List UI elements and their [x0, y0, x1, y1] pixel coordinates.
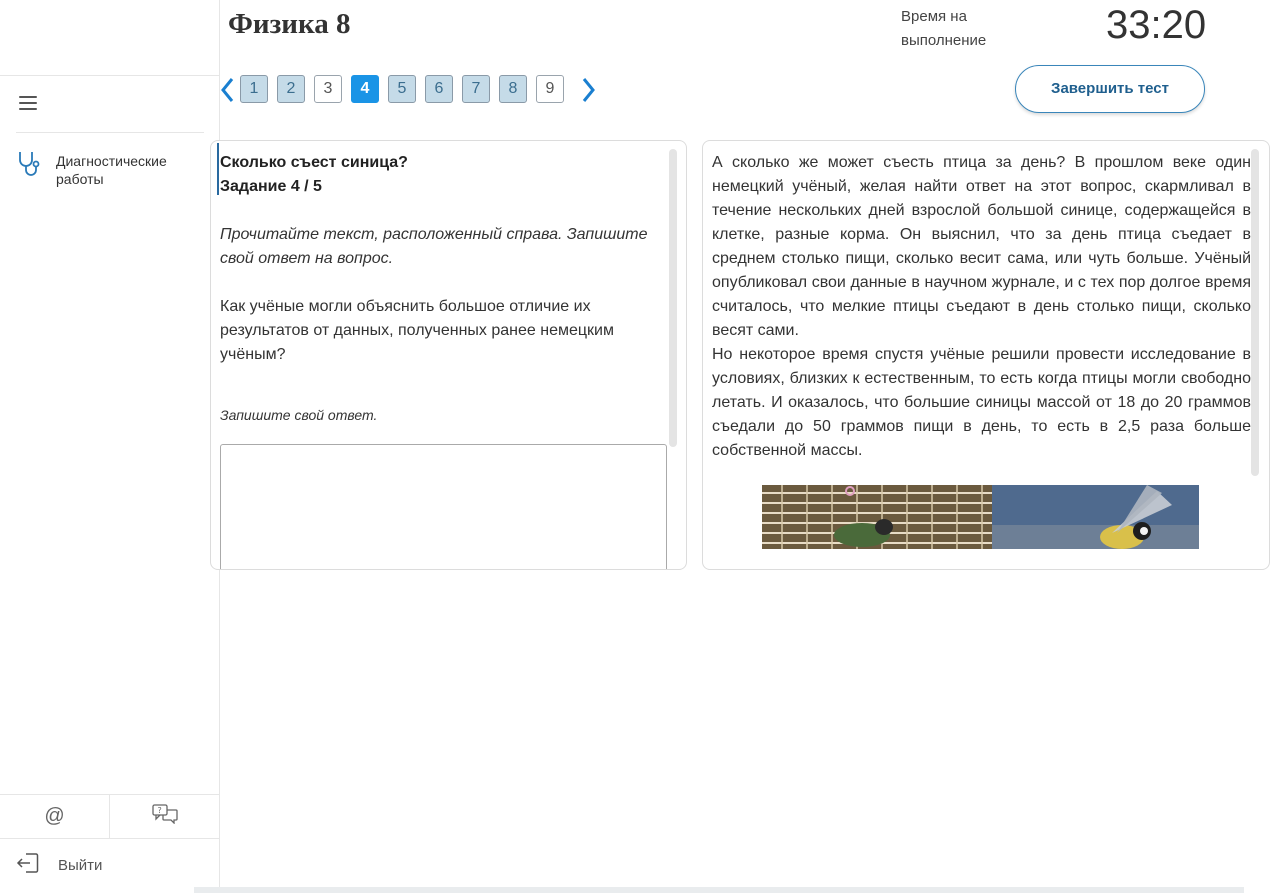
- page-button-2[interactable]: 2: [277, 75, 305, 103]
- sidebar-divider: [0, 75, 219, 76]
- countdown-timer: 33:20: [1106, 3, 1207, 47]
- answer-hint: Запишите свой ответ.: [220, 407, 378, 423]
- page-button-8[interactable]: 8: [499, 75, 527, 103]
- chevron-right-icon[interactable]: [578, 76, 598, 104]
- page-button-1[interactable]: 1: [240, 75, 268, 103]
- answer-field[interactable]: [220, 444, 667, 570]
- reading-text: [712, 151, 1251, 463]
- at-icon: @: [44, 805, 65, 827]
- logout-label: Выйти: [58, 856, 103, 874]
- svg-text:?: ?: [157, 806, 162, 815]
- page-button-6[interactable]: 6: [425, 75, 453, 103]
- reading-paragraph: А сколько же может съесть птица за день? В прошлом веке один немецкий учёный, желая найти ответ на этот вопрос, скармливал в течение нескольких дней взрослой большой синице, содержащейся в клетке, разные корма. Он выяснил, что за день птица съедает в среднем столько пищи, сколько весит сама, или чуть больше. Учёный опубликовал свои данные в научном журнале, и с тех пор долгое время считалось, что мелкие птицы съедают в день столько пищи, сколько весят сами.: [712, 154, 1251, 339]
- page-title: Физика 8: [228, 8, 351, 40]
- question-title: Сколько съест синица?: [220, 154, 408, 171]
- reading-scrollbar[interactable]: [1251, 149, 1259, 476]
- contact-button[interactable]: [0, 795, 110, 838]
- sidebar-item-label: Диагностические работы: [56, 153, 167, 187]
- help-chat-icon: [152, 804, 178, 829]
- sidebar-bottom-bar: [0, 794, 219, 839]
- logout-button[interactable]: [16, 852, 102, 878]
- time-label: Время на выполнение: [901, 8, 987, 49]
- question-panel: [210, 140, 687, 570]
- sidebar: [0, 0, 220, 893]
- question-text: Как учёные могли объяснить большое отличие их результатов от данных, полученных ранее немецким учёным?: [220, 298, 614, 363]
- question-scrollbar[interactable]: [669, 149, 677, 447]
- page-button-3[interactable]: 3: [314, 75, 342, 103]
- hamburger-icon[interactable]: [19, 96, 37, 112]
- chevron-left-icon[interactable]: [218, 76, 238, 104]
- page-button-4[interactable]: 4: [351, 75, 379, 103]
- logout-icon: [16, 852, 40, 879]
- page-button-5[interactable]: 5: [388, 75, 416, 103]
- reading-panel: [702, 140, 1270, 570]
- horizontal-scrollbar[interactable]: [194, 887, 1244, 893]
- sidebar-item-diagnostics[interactable]: [16, 150, 206, 190]
- bird-photo: [762, 485, 1199, 549]
- page-button-9[interactable]: 9: [536, 75, 564, 103]
- finish-test-button[interactable]: Завершить тест: [1015, 65, 1205, 113]
- question-instruction: Прочитайте текст, расположенный справа. Запишите свой ответ на вопрос.: [220, 226, 648, 267]
- reading-paragraph: Но некоторое время спустя учёные решили провести исследование в условиях, близких к естественным, то есть когда птицы могли свободно летать. И оказалось, что большие синицы массой от 18 до 20 граммов съедали до 50 граммов пищи в день, то есть в 2,5 раза больше собственной массы.: [712, 346, 1251, 459]
- stethoscope-icon: [16, 150, 40, 178]
- help-button[interactable]: [110, 795, 219, 838]
- sidebar-divider: [16, 132, 204, 133]
- question-accent-bar: [217, 143, 219, 195]
- page-button-7[interactable]: 7: [462, 75, 490, 103]
- question-number: Задание 4 / 5: [220, 178, 322, 195]
